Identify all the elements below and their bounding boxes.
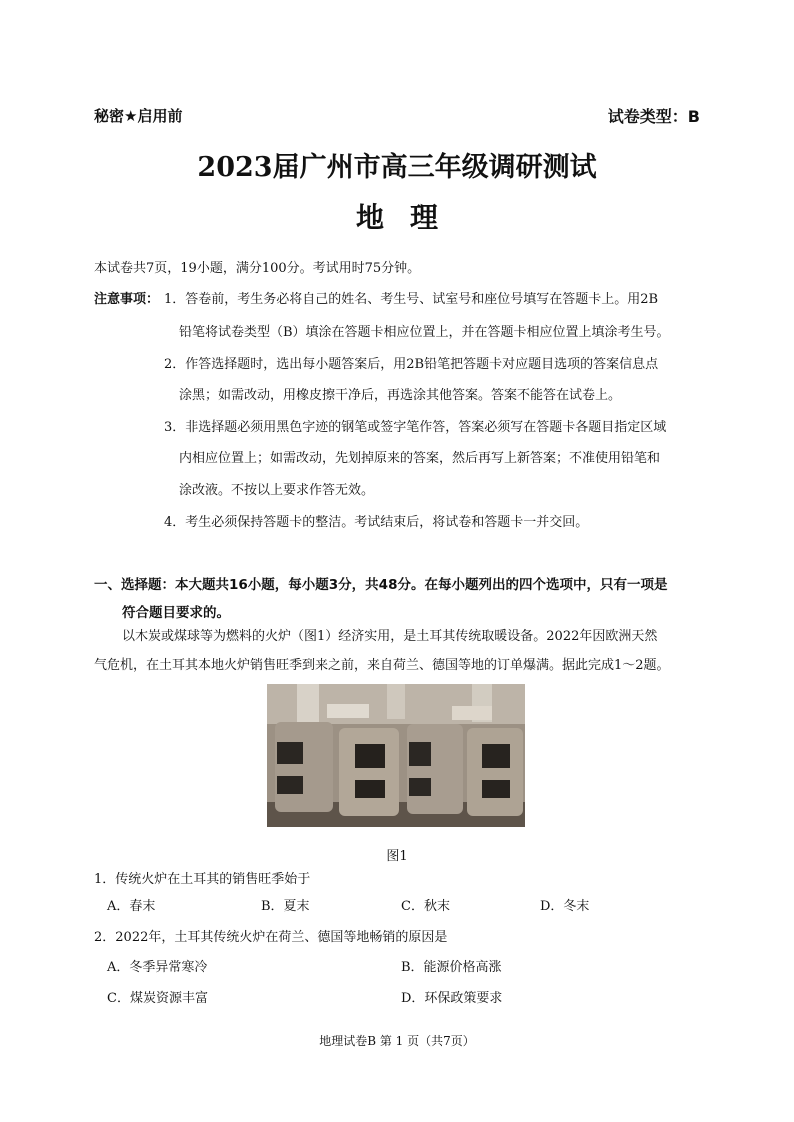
passage-line-1: 以木炭或煤球等为燃料的火炉（图1）经济实用，是土耳其传统取暖设备。2022年因欧洲天然 bbox=[122, 629, 658, 644]
figure-caption: 图1 bbox=[386, 849, 408, 864]
notice-item-3-line-2: 内相应位置上；如需改动，先划掉原来的答案，然后再写上新答案；不准使用铅笔和 bbox=[179, 451, 661, 466]
question-2-option-b: B．能源价格高涨 bbox=[401, 960, 502, 975]
notice-item-3-line-1: 3．非选择题必须用黑色字迹的钢笔或签字笔作答，答案必须写在答题卡各题目指定区域 bbox=[164, 420, 667, 435]
question-1-option-c: C．秋末 bbox=[401, 899, 450, 914]
section-heading-line-2: 符合题目要求的。 bbox=[122, 605, 230, 621]
paper-type-label: 试卷类型：B bbox=[607, 107, 700, 126]
notice-item-3-line-3: 涂改液。不按以上要求作答无效。 bbox=[179, 483, 375, 498]
notice-item-2-line-2: 涂黑；如需改动，用橡皮擦干净后，再选涂其他答案。答案不能答在试卷上。 bbox=[179, 388, 622, 403]
passage-line-2: 气危机，在土耳其本地火炉销售旺季到来之前，来自荷兰、德国等地的订单爆满。据此完成1～2题。 bbox=[94, 658, 670, 673]
stove-photo bbox=[267, 684, 525, 827]
question-1-option-d: D．冬末 bbox=[540, 899, 590, 914]
section-heading-line-1: 一、选择题：本大题共16小题，每小题3分，共48分。在每小题列出的四个选项中，只有一项是 bbox=[94, 577, 668, 593]
notice-label: 注意事项： bbox=[94, 292, 160, 307]
subject-title: 地理 bbox=[355, 201, 464, 234]
page-footer: 地理试卷B 第 1 页（共7页） bbox=[319, 1034, 475, 1048]
question-2-option-a: A．冬季异常寒冷 bbox=[107, 960, 208, 975]
question-1-stem: 1．传统火炉在土耳其的销售旺季始于 bbox=[94, 872, 311, 887]
question-2-option-d: D．环保政策要求 bbox=[401, 991, 503, 1006]
question-1-option-b: B．夏末 bbox=[261, 899, 310, 914]
notice-item-1-line-2: 铅笔将试卷类型（B）填涂在答题卡相应位置上，并在答题卡相应位置上填涂考生号。 bbox=[179, 325, 670, 340]
exam-title: 2023届广州市高三年级调研测试 bbox=[197, 152, 597, 183]
notice-item-4: 4．考生必须保持答题卡的整洁。考试结束后，将试卷和答题卡一并交回。 bbox=[164, 515, 589, 530]
stove-photo-illustration bbox=[267, 684, 525, 827]
notice-item-1-line-1: 1．答卷前，考生务必将自己的姓名、考生号、试室号和座位号填写在答题卡上。用2B bbox=[164, 292, 659, 307]
question-2-stem: 2．2022年，土耳其传统火炉在荷兰、德国等地畅销的原因是 bbox=[94, 930, 448, 945]
exam-intro: 本试卷共7页，19小题，满分100分。考试用时75分钟。 bbox=[94, 261, 421, 276]
question-2-option-c: C．煤炭资源丰富 bbox=[107, 991, 208, 1006]
confidential-label: 秘密★启用前 bbox=[94, 107, 183, 125]
question-1-option-a: A．春末 bbox=[107, 899, 156, 914]
notice-item-2-line-1: 2．作答选择题时，选出每小题答案后，用2B铅笔把答题卡对应题目选项的答案信息点 bbox=[164, 357, 659, 372]
